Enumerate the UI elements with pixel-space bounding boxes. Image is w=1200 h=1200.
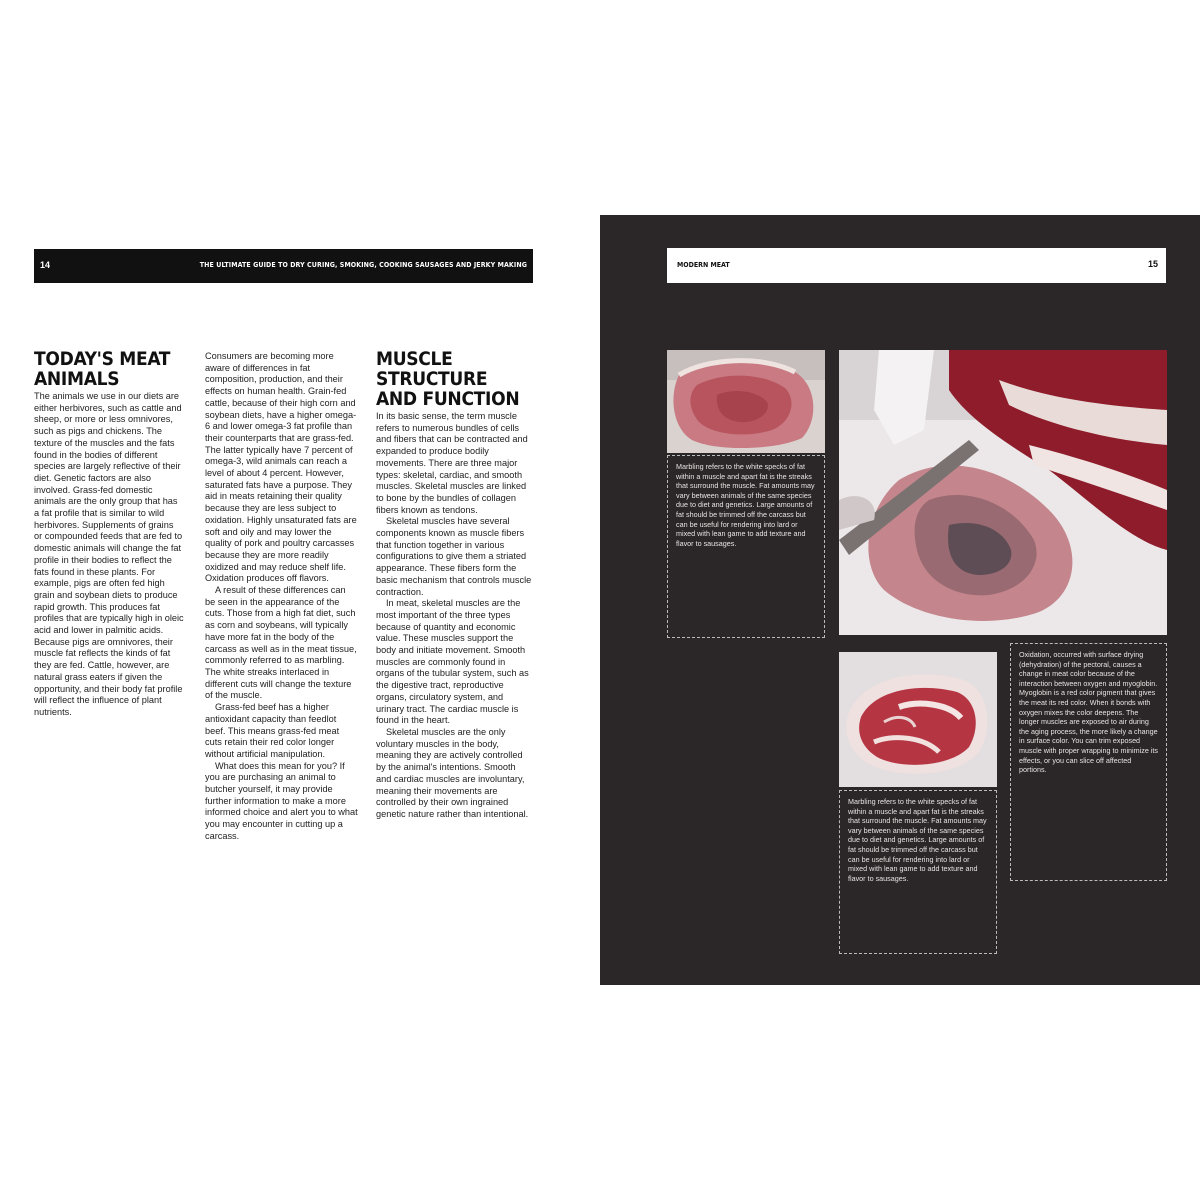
right-page <box>600 215 1200 985</box>
column-2 <box>205 351 358 843</box>
right-header-bar <box>667 248 1166 283</box>
col3-paragraph: Skeletal muscles are the only voluntary muscles in the body, meaning they are actively controlled by the animal's intentions. Smooth and cardiac muscles are involuntary, meaning their movements are controlled by their own ingrained genetic nature rather than intentional. <box>376 726 529 819</box>
caption-2-text: Marbling refers to the white specks of fat within a muscle and apart fat is the streaks that surround the muscle. Fat amounts may vary between animals of the same species due to diet and genetics. Large amounts of fat should be trimmed off the carcass but can be useful for rendering into lard or mixed with lean game to add texture and flavor to sausages. <box>848 797 987 883</box>
column-1 <box>34 349 184 719</box>
col3-paragraph: In meat, skeletal muscles are the most important of the three types because of quantity and economic value. These muscles support the body and initiate movement. Smooth muscles are commonly found in organs of the tubular system, such as the digestive tract, reproductive organs, circulatory system, and urinary tract. The cardiac muscle is found in the heart. <box>376 598 529 726</box>
caption-box-1 <box>667 455 825 638</box>
left-header-bar <box>34 249 533 283</box>
left-running-head: THE ULTIMATE GUIDE TO DRY CURING, SMOKING, COOKING SAUSAGES AND JERKY MAKING <box>199 261 527 269</box>
caption-box-3 <box>1010 643 1167 881</box>
caption-3-text: Oxidation, occurred with surface drying (dehydration) of the pectoral, causes a change in meat color because of the interaction between oxygen and myoglobin. Myoglobin is a red color pigment that gives the meat its red color. When it bonds with oxygen mixes the color deepens. The longer muscles are exposed to air during the aging process, the more likely a change in surface color. You can trim exposed muscle with proper wrapping to minimize its effects, or you can slice off affected portions. <box>1019 650 1159 775</box>
section-title-muscle-structure: MUSCLE STRUCTURE AND FUNCTION <box>376 348 520 410</box>
col2-paragraph: What does this mean for you? If you are purchasing an animal to butcher yourself, it may provide further information to make a more informed choice and alert you to what you may encounter in cutting up a carcass. <box>205 760 358 841</box>
section-title-meat-animals: TODAY'S MEAT ANIMALS <box>34 348 171 390</box>
right-page-number: 15 <box>1147 259 1158 269</box>
col3-paragraph: In its basic sense, the term muscle refers to numerous bundles of cells and fibers that can be contracted and expanded to produce bodily movements. There are three major types: skeletal, cardiac, and smooth muscles. Skeletal muscles are linked to bone by the bundles of collagen fibers known as tendons. <box>376 411 528 515</box>
meat-cut-photo-2 <box>839 652 997 787</box>
butchering-photo <box>839 350 1167 635</box>
caption-1-text: Marbling refers to the white specks of fat within a muscle and apart fat is the streaks that surround the muscle. Fat amounts may vary between animals of the same species due to diet and genetics. Large amounts of fat should be trimmed off the carcass but can be useful for rendering into lard or mixed with lean game to add texture and flavor to sausages. <box>676 462 815 548</box>
meat-cut-photo-1 <box>667 350 825 453</box>
left-page <box>0 215 600 985</box>
caption-box-2 <box>839 790 997 954</box>
col1-paragraph: The animals we use in our diets are either herbivores, such as cattle and sheep, or more or less omnivores, such as pigs and chickens. The texture of the muscles and the fats found in the bodies of different species are largely reflective of their diet. Genetic factors are also involved. Grass-fed domestic animals are the only group that has a fat profile that is similar to wild herbivores. Supplements of grains or compounded feeds that are fed to domestic animals will change the fat profile in their bodies to reflect the fats found in these plants. For example, pigs are often fed high grain and soybean diets to produce rapid growth. This produces fat profiles that are typically high in oleic acid and lower in palmitic acids. Because pigs are omnivores, their muscle fat reflects the kinds of fat they are fed. Cattle, however, are natural grass eaters if given the opportunity, and their body fat profile will reflect the influence of plant nutrients. <box>34 391 184 717</box>
col2-paragraph: Grass-fed beef has a higher antioxidant capacity than feedlot beef. This means grass-fed meat cuts retain their red color longer without artificial manipulation. <box>205 702 340 759</box>
column-3 <box>376 349 533 821</box>
right-running-head: MODERN MEAT <box>677 261 730 269</box>
col2-paragraph: A result of these differences can be seen in the appearance of the cuts. Those from a high fat diet, such as corn and soybeans, will typically have more fat in the body of the carcass as well as in the meat tissue, commonly referred to as marbling. The white streaks interlaced in different cuts will change the texture of the muscle. <box>205 585 357 701</box>
col3-paragraph: Skeletal muscles have several components known as muscle fibers that function together in various configurations to give them a striated appearance. These fibers form the basic mechanism that controls muscle contraction. <box>376 516 532 597</box>
col2-paragraph: Consumers are becoming more aware of differences in fat composition, production, and their effects on human health. Grain-fed cattle, because of their high corn and soybean diets, have a higher omega-6 and lower omega-3 fat profile than their counterparts that are grass-fed. The latter typically have 7 percent of omega-3, wild animals can reach a level of about 4 percent. However, saturated fats have a purpose. They aid in meats retaining their quality because they are less subject to oxidation. Highly unsaturated fats are soft and oily and may lower the quality of pork and poultry carcasses because they are more readily oxidized and may reduce shelf life. Oxidation produces off flavors. <box>205 351 357 584</box>
left-page-number: 14 <box>40 260 51 270</box>
